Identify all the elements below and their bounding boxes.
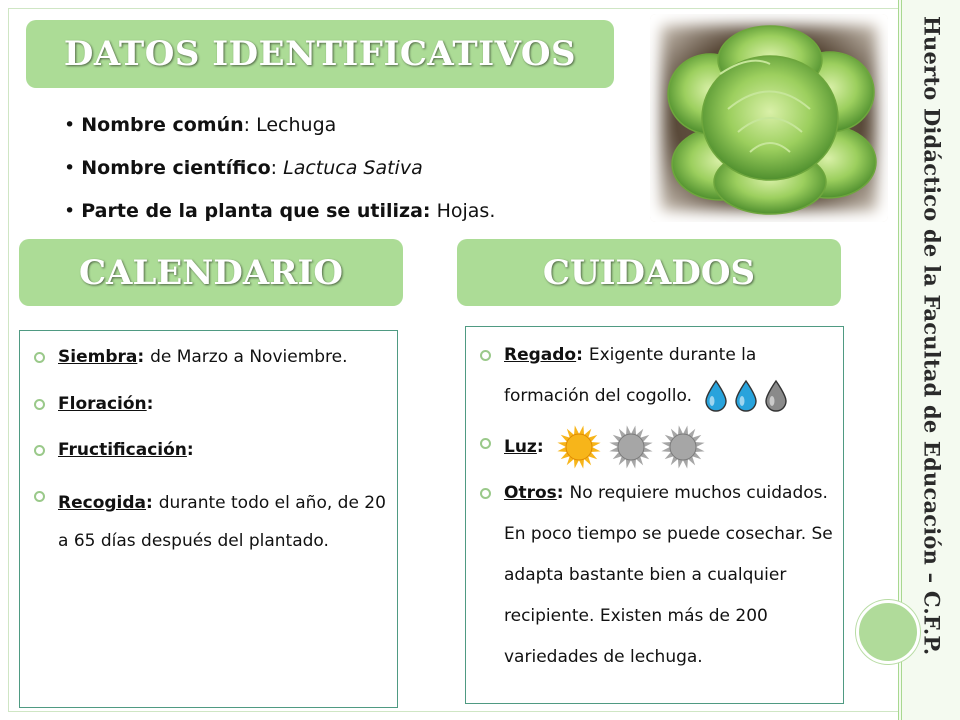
item-sep: : (536, 437, 544, 457)
list-item-regado (480, 335, 835, 417)
item-sep: : (556, 483, 570, 503)
ident-item-common-name: • Nombre común: Lechuga (64, 114, 337, 136)
item-text: durante todo el año, de 20 a 65 días después del plantado. (58, 493, 386, 551)
ident-value: Lactuca Sativa (283, 157, 423, 179)
item-sep: : (137, 347, 151, 367)
item-sep: : (146, 493, 159, 513)
item-text: Exigente durante la formación del cogollo. (504, 345, 757, 406)
sun-rating (555, 423, 707, 471)
water-drop-icon (703, 379, 729, 413)
item-label: Fructificación (58, 440, 187, 460)
sun-inactive-icon (659, 423, 707, 471)
sun-icon (555, 423, 603, 471)
ident-item-part-used: • Parte de la planta que se utiliza: Hojas. (64, 200, 496, 222)
ident-list (64, 106, 624, 235)
header-cuidados: CUIDADOS (457, 239, 841, 306)
lettuce-photo (650, 14, 888, 222)
ident-item-scientific-name: • Nombre científico: Lactuca Sativa (64, 157, 423, 179)
item-sep: : (146, 394, 154, 414)
ident-label: Nombre común (81, 114, 244, 136)
list-item-otros (480, 473, 835, 678)
item-text: No requiere muchos cuidados. En poco tiempo se puede cosechar. Se adapta bastante bien a cualquier recipiente. Existen más de 200 variedades de lechuga. (504, 483, 833, 667)
item-sep: : (576, 345, 589, 365)
ident-value: Lechuga (256, 114, 337, 136)
ident-sep: : (270, 157, 284, 179)
item-text: de Marzo a Noviembre. (150, 347, 348, 367)
item-label: Siembra (58, 347, 138, 367)
item-label: Floración (58, 394, 147, 414)
item-label: Luz (504, 437, 537, 457)
sun-inactive-icon (607, 423, 655, 471)
item-label: Recogida (58, 493, 147, 513)
list-item-fructificacion (34, 438, 389, 462)
water-drop-icon (733, 379, 759, 413)
ident-label: Parte de la planta que se utiliza: (81, 200, 431, 222)
decorative-circle (856, 600, 920, 664)
ident-sep: : (243, 114, 257, 136)
item-sep: : (186, 440, 194, 460)
calendario-box (19, 330, 398, 708)
list-item-floracion (34, 392, 389, 416)
list-item-luz (480, 423, 835, 471)
list-item-siembra (34, 345, 389, 369)
ident-value: Hojas. (436, 200, 496, 222)
water-drops (703, 379, 789, 413)
cuidados-box (465, 326, 844, 704)
header-datos-identificativos: DATOS IDENTIFICATIVOS (26, 20, 614, 88)
ident-label: Nombre científico (81, 157, 271, 179)
item-label: Regado (504, 345, 577, 365)
item-label: Otros (504, 483, 557, 503)
header-calendario: CALENDARIO (19, 239, 403, 306)
water-drop-empty-icon (763, 379, 789, 413)
sidebar-title: Huerto Didáctico de la Facultad de Educación – C.F.P. (919, 16, 945, 656)
list-item-recogida (34, 484, 389, 560)
lettuce-icon (650, 14, 888, 222)
